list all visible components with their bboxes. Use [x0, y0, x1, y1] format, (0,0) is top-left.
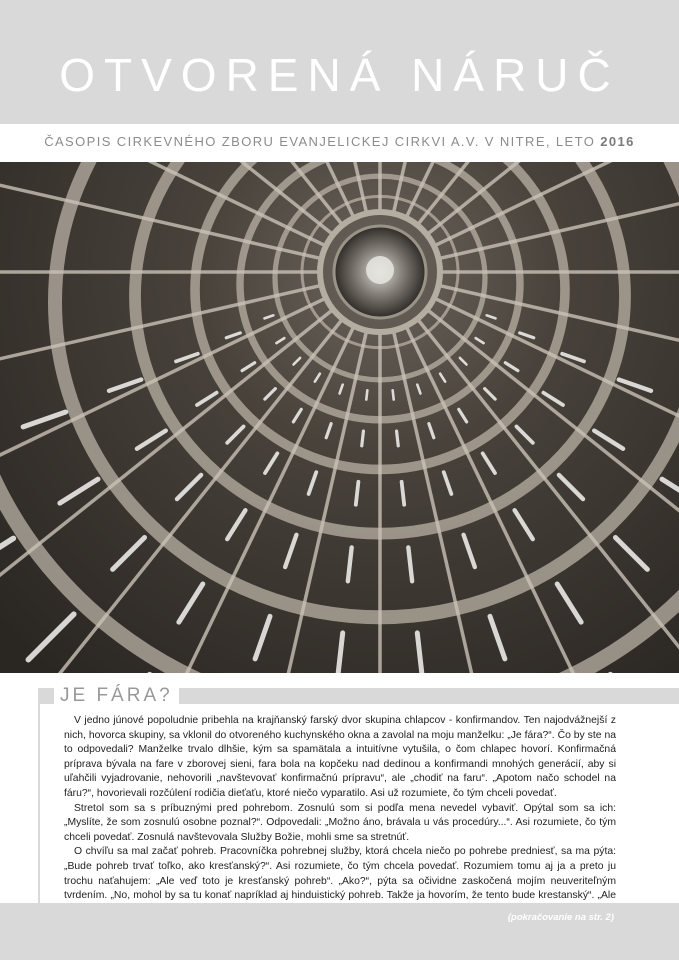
- article-body: [64, 714, 616, 918]
- article-heading: JE FÁRA?: [54, 683, 179, 709]
- dome-ceiling-illustration: [0, 162, 679, 673]
- subtitle-text: ČASOPIS CIRKEVNÉHO ZBORU EVANJELICKEJ CIRKVI A.V. V NITRE, LETO: [44, 134, 601, 149]
- subtitle-year: 2016: [600, 134, 635, 149]
- article-paragraph: O chvíľu sa mal začať pohreb. Pracovníčka pohrebnej služby, ktorá chcela niečo po pohrebe predniesť, sa ma pýta: „Bude pohreb trvať toľko, ako kresťanský?“. Asi rozumiete, čo tým chcela povedať. Rozumiem tomu aj ja a preto ju trochu naťahujem: „Ale veď toto je kresťanský pohreb“. „Ako?“, pýta sa očividne zaskočená mojím neuveriteľným tvrdením. „No, mohol by sa tu konať napríklad aj hinduistický pohreb. Takže ja hovorím, že tento bude krestanský“. „Ale: [64, 846, 616, 902]
- masthead: [0, 0, 679, 124]
- article-left-rule: [38, 688, 40, 903]
- continuation-note: (pokračovanie na str. 2): [507, 912, 614, 923]
- magazine-subtitle: [0, 134, 679, 149]
- article-paragraph: V jedno júnové popoludnie pribehla na krajňanský farský dvor skupina chlapcov - konfirmandov. Ten najodvážnejší z nich, hovorca skupiny, sa vklonil do otvoreného kuchynského okna a zavolal na moju manželku: „Je fára?“. Čo by ste na to odpovedali? Manželke trvalo dlhšie, kým sa spamätala a intuitívne vytušila, o čom chlapec hovorí. Konfirmačná príprava bývala na fare v zborovej sieni, fara bola na kopčeku nad dedinou a konfirmandi mnohých generácií, aby si uľahčili vyjadrovanie, nehovorili „navštevovať konfirmačnú prípravu“, ale „chodiť na faru“. „Apotom načo schodel na fáru?“, hovorievali rozčúlení rodičia dieťaťu, ktoré niečo vyparatilo. Asi už rozumiete, čo tým chceli povedať.: [64, 715, 616, 799]
- cover-photo: [0, 162, 679, 673]
- magazine-title: OTVORENÁ NÁRUČ: [59, 49, 620, 101]
- article-paragraph: Stretol som sa s príbuznými pred pohrebom. Zosnulú som si podľa mena nevedel vybaviť. Opýtal som sa ich: „Myslíte, že som zosnulú osobne poznal?“. Odpovedali: „Možno áno, brávala u vás procedúry...“. Asi rozumiete, čo tým chceli povedať. Zosnulá navštevovala Služby Božie, mohli sme sa stretnúť.: [64, 802, 616, 843]
